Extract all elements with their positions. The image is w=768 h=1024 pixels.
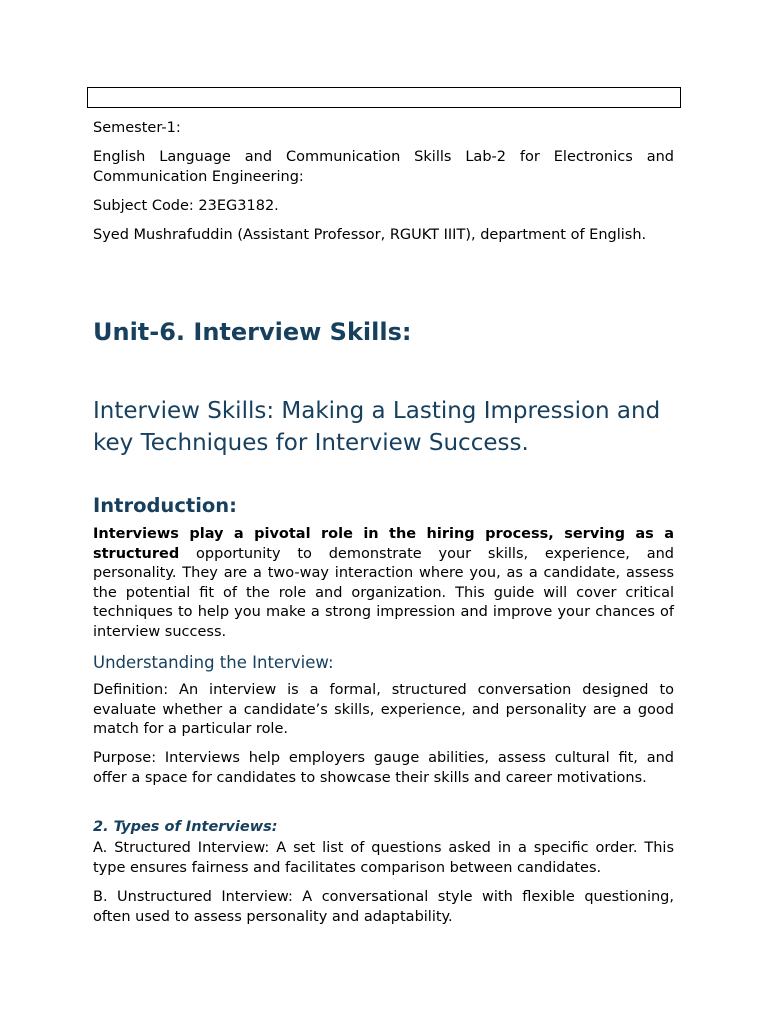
author-line: Syed Mushrafuddin (Assistant Professor, RGUKT IIIT), department of English. (93, 227, 647, 243)
introduction-lead-rest: opportunity to demonstrate your skills, experience, and personality. They are a two-way interaction where you, as a candidate, assess the potential fit of the role and organization. This guide will cover critical techniques to help you make a strong impression and improve your chances of interview success. (93, 545, 674, 640)
introduction-paragraph (93, 525, 674, 643)
introduction-heading: Introduction: (93, 494, 237, 517)
unit-title: Unit-6. Interview Skills: (93, 318, 412, 346)
unstructured-interview-paragraph: B. Unstructured Interview: A conversational style with flexible questioning, often used to assess personality and adaptability. (93, 889, 674, 925)
subject-code-line: Subject Code: 23EG3182. (93, 198, 279, 214)
structured-interview-paragraph: A. Structured Interview: A set list of questions asked in a specific order. This type ensures fairness and facilitates comparison between candidates. (93, 840, 674, 876)
purpose-paragraph: Purpose: Interviews help employers gauge abilities, assess cultural fit, and offer a space for candidates to showcase their skills and career motivations. (93, 750, 674, 786)
introduction-lead-bold: Interviews play a pivotal role in the hiring process, serving as a structured (93, 526, 674, 562)
header-box (87, 87, 681, 108)
types-heading: 2. Types of Interviews: (93, 819, 278, 835)
semester-line: Semester-1: (93, 120, 181, 136)
document-title: Interview Skills: Making a Lasting Impression and key Techniques for Interview Success. (93, 398, 661, 456)
course-line: English Language and Communication Skills Lab-2 for Electronics and Communication Engineering: (93, 149, 674, 185)
definition-paragraph: Definition: An interview is a formal, structured conversation designed to evaluate whether a candidate’s skills, experience, and personality are a good match for a particular role. (93, 682, 674, 738)
understanding-heading: Understanding the Interview: (93, 653, 334, 672)
